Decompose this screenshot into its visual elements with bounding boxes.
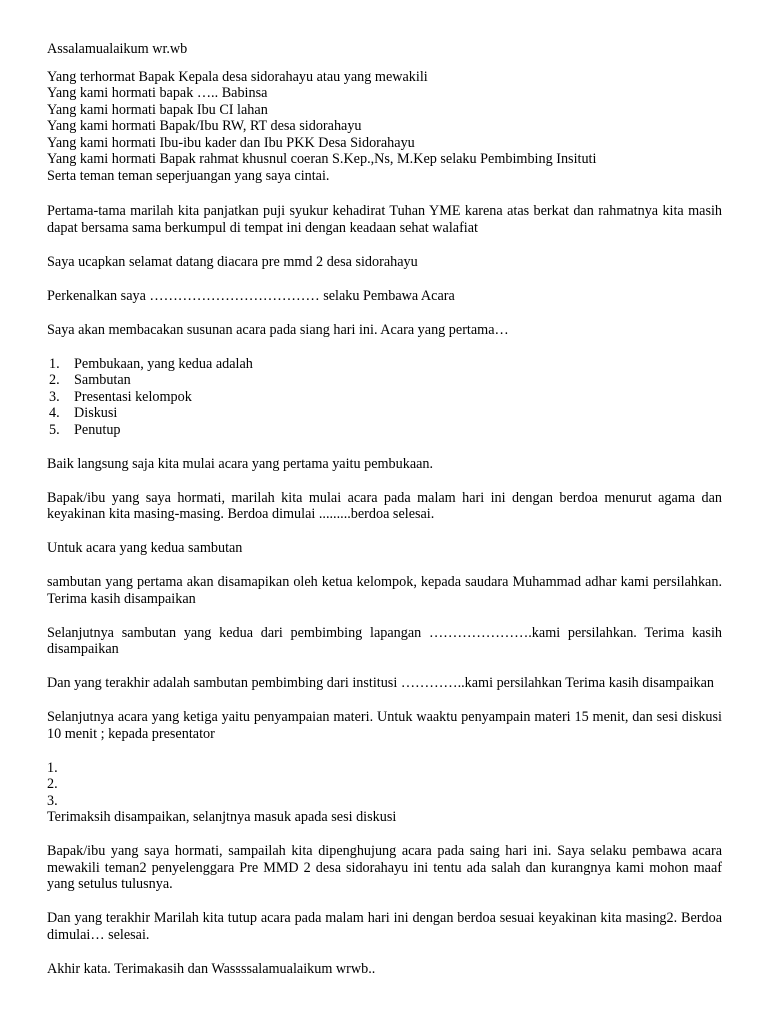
salutation-line: Yang terhormat Bapak Kepala desa sidorahayu atau yang mewakili	[47, 68, 428, 85]
closing-paragraph: Bapak/ibu yang saya hormati, sampailah kita dipenghujung acara pada saing hari ini. Saya selaku pembawa acara mewakili teman2 penyelenggara Pre MMD 2 desa sidorahayu ini tentu ada salah dan kurangnya kami mohon maaf yang setulus tulusnya.	[47, 843, 722, 892]
agenda-text: Diskusi	[74, 405, 118, 421]
agenda-number: 3.	[49, 388, 60, 405]
thanks-line: Terimaksih disampaikan, selanjtnya masuk apada sesi diskusi	[47, 809, 397, 825]
final-prayer-paragraph: Dan yang terakhir Marilah kita tutup acara pada malam hari ini dengan berdoa sesuai keyakinan kita masing2. Berdoa dimulai… selesai.	[47, 910, 722, 943]
agenda-text: Pembukaan, yang kedua adalah	[74, 355, 253, 372]
presenter-list	[47, 760, 722, 826]
salutation-line: Yang kami hormati Ibu-ibu kader dan Ibu PKK Desa Sidorahayu	[47, 134, 415, 151]
agenda-intro-paragraph: Saya akan membacakan susunan acara pada siang hari ini. Acara yang pertama…	[47, 321, 509, 338]
agenda-text: Penutup	[74, 421, 121, 438]
speech-three-paragraph: Dan yang terakhir adalah sambutan pembimbing dari institusi …………..kami persilahkan Terima kasih disampaikan	[47, 675, 714, 691]
salutation-list	[47, 69, 722, 185]
salutation-line: Yang kami hormati Bapak rahmat khusnul coeran S.Kep.,Ns, M.Kep selaku Pembimbing Insituti	[47, 151, 597, 167]
agenda-item	[47, 389, 722, 406]
speech-two-paragraph: Selanjutnya sambutan yang kedua dari pembimbing lapangan ………………….kami persilahkan. Terima kasih disampaikan	[47, 624, 722, 657]
opening-paragraph: Pertama-tama marilah kita panjatkan puji syukur kehadirat Tuhan YME karena atas berkat dan rahmatnya kita masih dapat bersama sama berkumpul di tempat ini dengan keadaan sehat walafiat	[47, 203, 722, 236]
agenda-item	[47, 405, 722, 422]
salutation-line: Serta teman teman seperjuangan yang saya cintai.	[47, 167, 330, 184]
agenda-list	[47, 356, 722, 439]
agenda-number: 4.	[49, 405, 60, 421]
agenda-text: Sambutan	[74, 372, 131, 388]
introduction-paragraph: Perkenalkan saya ……………………………… selaku Pembawa Acara	[47, 287, 455, 304]
agenda-number: 1.	[49, 355, 60, 372]
presenter-number: 3.	[47, 792, 58, 809]
agenda-item	[47, 372, 722, 389]
agenda-number: 2.	[49, 372, 60, 388]
agenda-text: Presentasi kelompok	[74, 388, 192, 405]
salutation-line: Yang kami hormati bapak Ibu CI lahan	[47, 101, 268, 118]
presenter-number: 1.	[47, 759, 58, 776]
agenda-number: 5.	[49, 421, 60, 438]
salutation-line: Yang kami hormati bapak ….. Babinsa	[47, 85, 268, 101]
salutation-line: Yang kami hormati Bapak/Ibu RW, RT desa sidorahayu	[47, 118, 362, 134]
third-agenda-paragraph: Selanjutnya acara yang ketiga yaitu penyampaian materi. Untuk waaktu penyampain materi 15 menit, dan sesi diskusi 10 menit ; kepada presentator	[47, 709, 722, 742]
prayer-paragraph: Bapak/ibu yang saya hormati, marilah kita mulai acara pada malam hari ini dengan berdoa menurut agama dan keyakinan kita masing-masing. Berdoa dimulai .........berdoa selesai.	[47, 489, 722, 522]
welcome-paragraph: Saya ucapkan selamat datang diacara pre mmd 2 desa sidorahayu	[47, 253, 418, 270]
speech-one-paragraph: sambutan yang pertama akan disamapikan oleh ketua kelompok, kepada saudara Muhammad adhar kami persilahkan. Terima kasih disampaikan	[47, 574, 722, 607]
greeting: Assalamualaikum wr.wb	[47, 41, 188, 57]
farewell-paragraph: Akhir kata. Terimakasih dan Wassssalamualaikum wrwb..	[47, 960, 376, 977]
start-paragraph: Baik langsung saja kita mulai acara yang pertama yaitu pembukaan.	[47, 455, 434, 472]
agenda-item	[47, 356, 722, 373]
second-agenda-paragraph: Untuk acara yang kedua sambutan	[47, 540, 243, 556]
agenda-item	[47, 422, 722, 439]
presenter-number: 2.	[47, 776, 58, 792]
